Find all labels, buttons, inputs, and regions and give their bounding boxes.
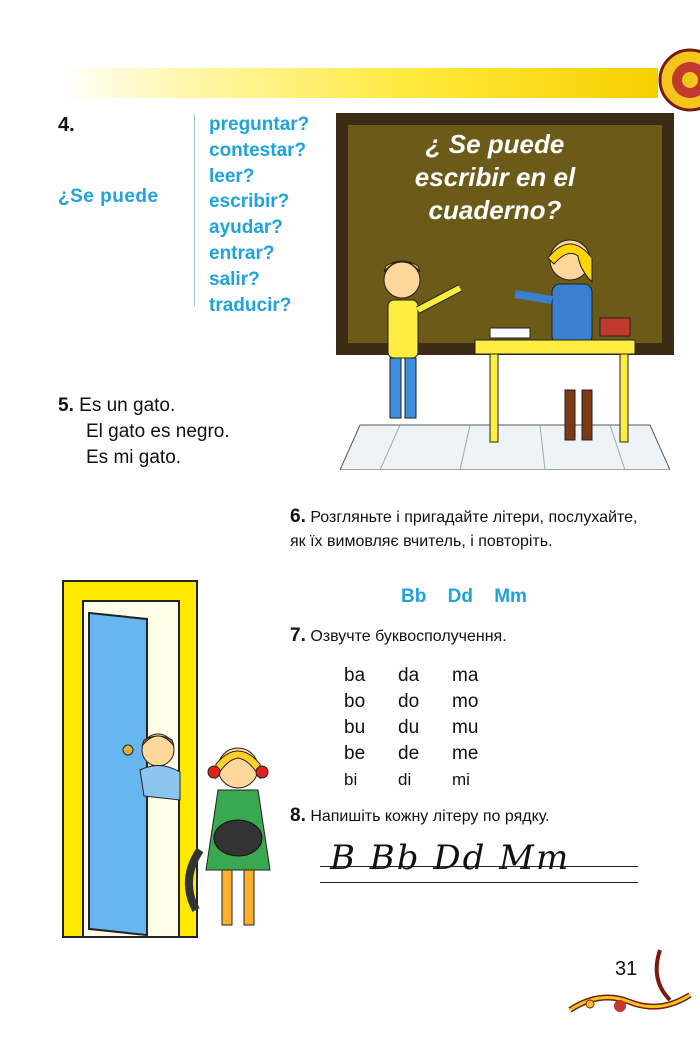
syllable-cell: me bbox=[452, 743, 479, 764]
divider-line bbox=[194, 114, 195, 306]
chalkboard-line: ¿ Se puede bbox=[425, 129, 565, 159]
exercise-4-number: 4. bbox=[58, 114, 75, 136]
table-row bbox=[344, 741, 506, 767]
table-row bbox=[344, 689, 506, 715]
syllable-cell: da bbox=[398, 665, 420, 686]
letter-pair: Bb bbox=[401, 586, 427, 607]
children-illustration bbox=[110, 720, 290, 940]
exercise-8 bbox=[290, 805, 550, 827]
ornament-icon bbox=[560, 940, 700, 1030]
syllable-cell: ma bbox=[452, 665, 479, 686]
chalkboard-line: escribir en el bbox=[414, 162, 576, 192]
syllable-cell: du bbox=[398, 717, 420, 738]
verb-item: traducir? bbox=[209, 294, 292, 316]
exercise-6-instruction: Розгляньте і пригадайте літери, послухайте, як їх вимовляє вчитель, і повторіть. bbox=[290, 509, 638, 550]
exercise-8-instruction: Напишіть кожну літеру по рядку. bbox=[310, 808, 550, 825]
syllable-cell: be bbox=[344, 743, 366, 764]
exercise-6-number: 6. bbox=[290, 506, 306, 527]
exercise-4-question: ¿Se puede bbox=[58, 186, 159, 207]
verb-item: preguntar? bbox=[209, 114, 310, 135]
header-band bbox=[58, 68, 658, 98]
letter-pair: Dd bbox=[447, 586, 473, 607]
verb-item: ayudar? bbox=[209, 217, 283, 239]
syllable-cell: mi bbox=[452, 770, 470, 789]
exercise-7-number: 7. bbox=[290, 625, 306, 646]
verb-item: entrar? bbox=[209, 242, 275, 264]
syllable-cell: ba bbox=[344, 665, 366, 686]
syllable-cell: do bbox=[398, 691, 420, 712]
letter-pair: Mm bbox=[494, 586, 527, 607]
syllable-cell: bi bbox=[344, 770, 358, 789]
exercise-8-number: 8. bbox=[290, 805, 306, 826]
exercise-5-number: 5. bbox=[58, 395, 74, 416]
exercise-5-line: Es un gato. bbox=[79, 395, 176, 416]
table-row bbox=[344, 715, 506, 741]
verb-item: leer? bbox=[209, 165, 255, 187]
ornament-icon bbox=[640, 40, 700, 120]
verb-list bbox=[209, 112, 309, 318]
chalkboard-text bbox=[372, 128, 618, 227]
syllable-cell: de bbox=[398, 743, 420, 764]
exercise-5 bbox=[58, 393, 230, 471]
exercise-6 bbox=[290, 505, 638, 554]
verb-item: contestar? bbox=[209, 139, 307, 161]
table-row bbox=[344, 767, 506, 793]
exercise-5-line: El gato es negro. bbox=[86, 421, 230, 442]
syllable-cell: mo bbox=[452, 691, 479, 712]
syllable-cell: bo bbox=[344, 691, 366, 712]
verb-item: escribir? bbox=[209, 191, 290, 213]
exercise-7-instruction: Озвучте буквосполучення. bbox=[310, 628, 507, 645]
syllable-cell: bu bbox=[344, 717, 366, 738]
exercise-7 bbox=[290, 625, 507, 647]
cursive-letters: B Bb Dd Mm bbox=[330, 838, 571, 878]
exercise-6-letters bbox=[290, 586, 638, 608]
syllable-table bbox=[344, 663, 506, 793]
verb-item: salir? bbox=[209, 268, 260, 290]
chalkboard-line: cuaderno? bbox=[428, 195, 562, 225]
classroom-figures-illustration bbox=[340, 220, 670, 470]
syllable-cell: di bbox=[398, 770, 412, 789]
table-row bbox=[344, 663, 506, 689]
writing-rule bbox=[320, 882, 638, 883]
exercise-5-line: Es mi gato. bbox=[86, 447, 182, 468]
syllable-cell: mu bbox=[452, 717, 479, 738]
page-number: 31 bbox=[615, 958, 638, 980]
